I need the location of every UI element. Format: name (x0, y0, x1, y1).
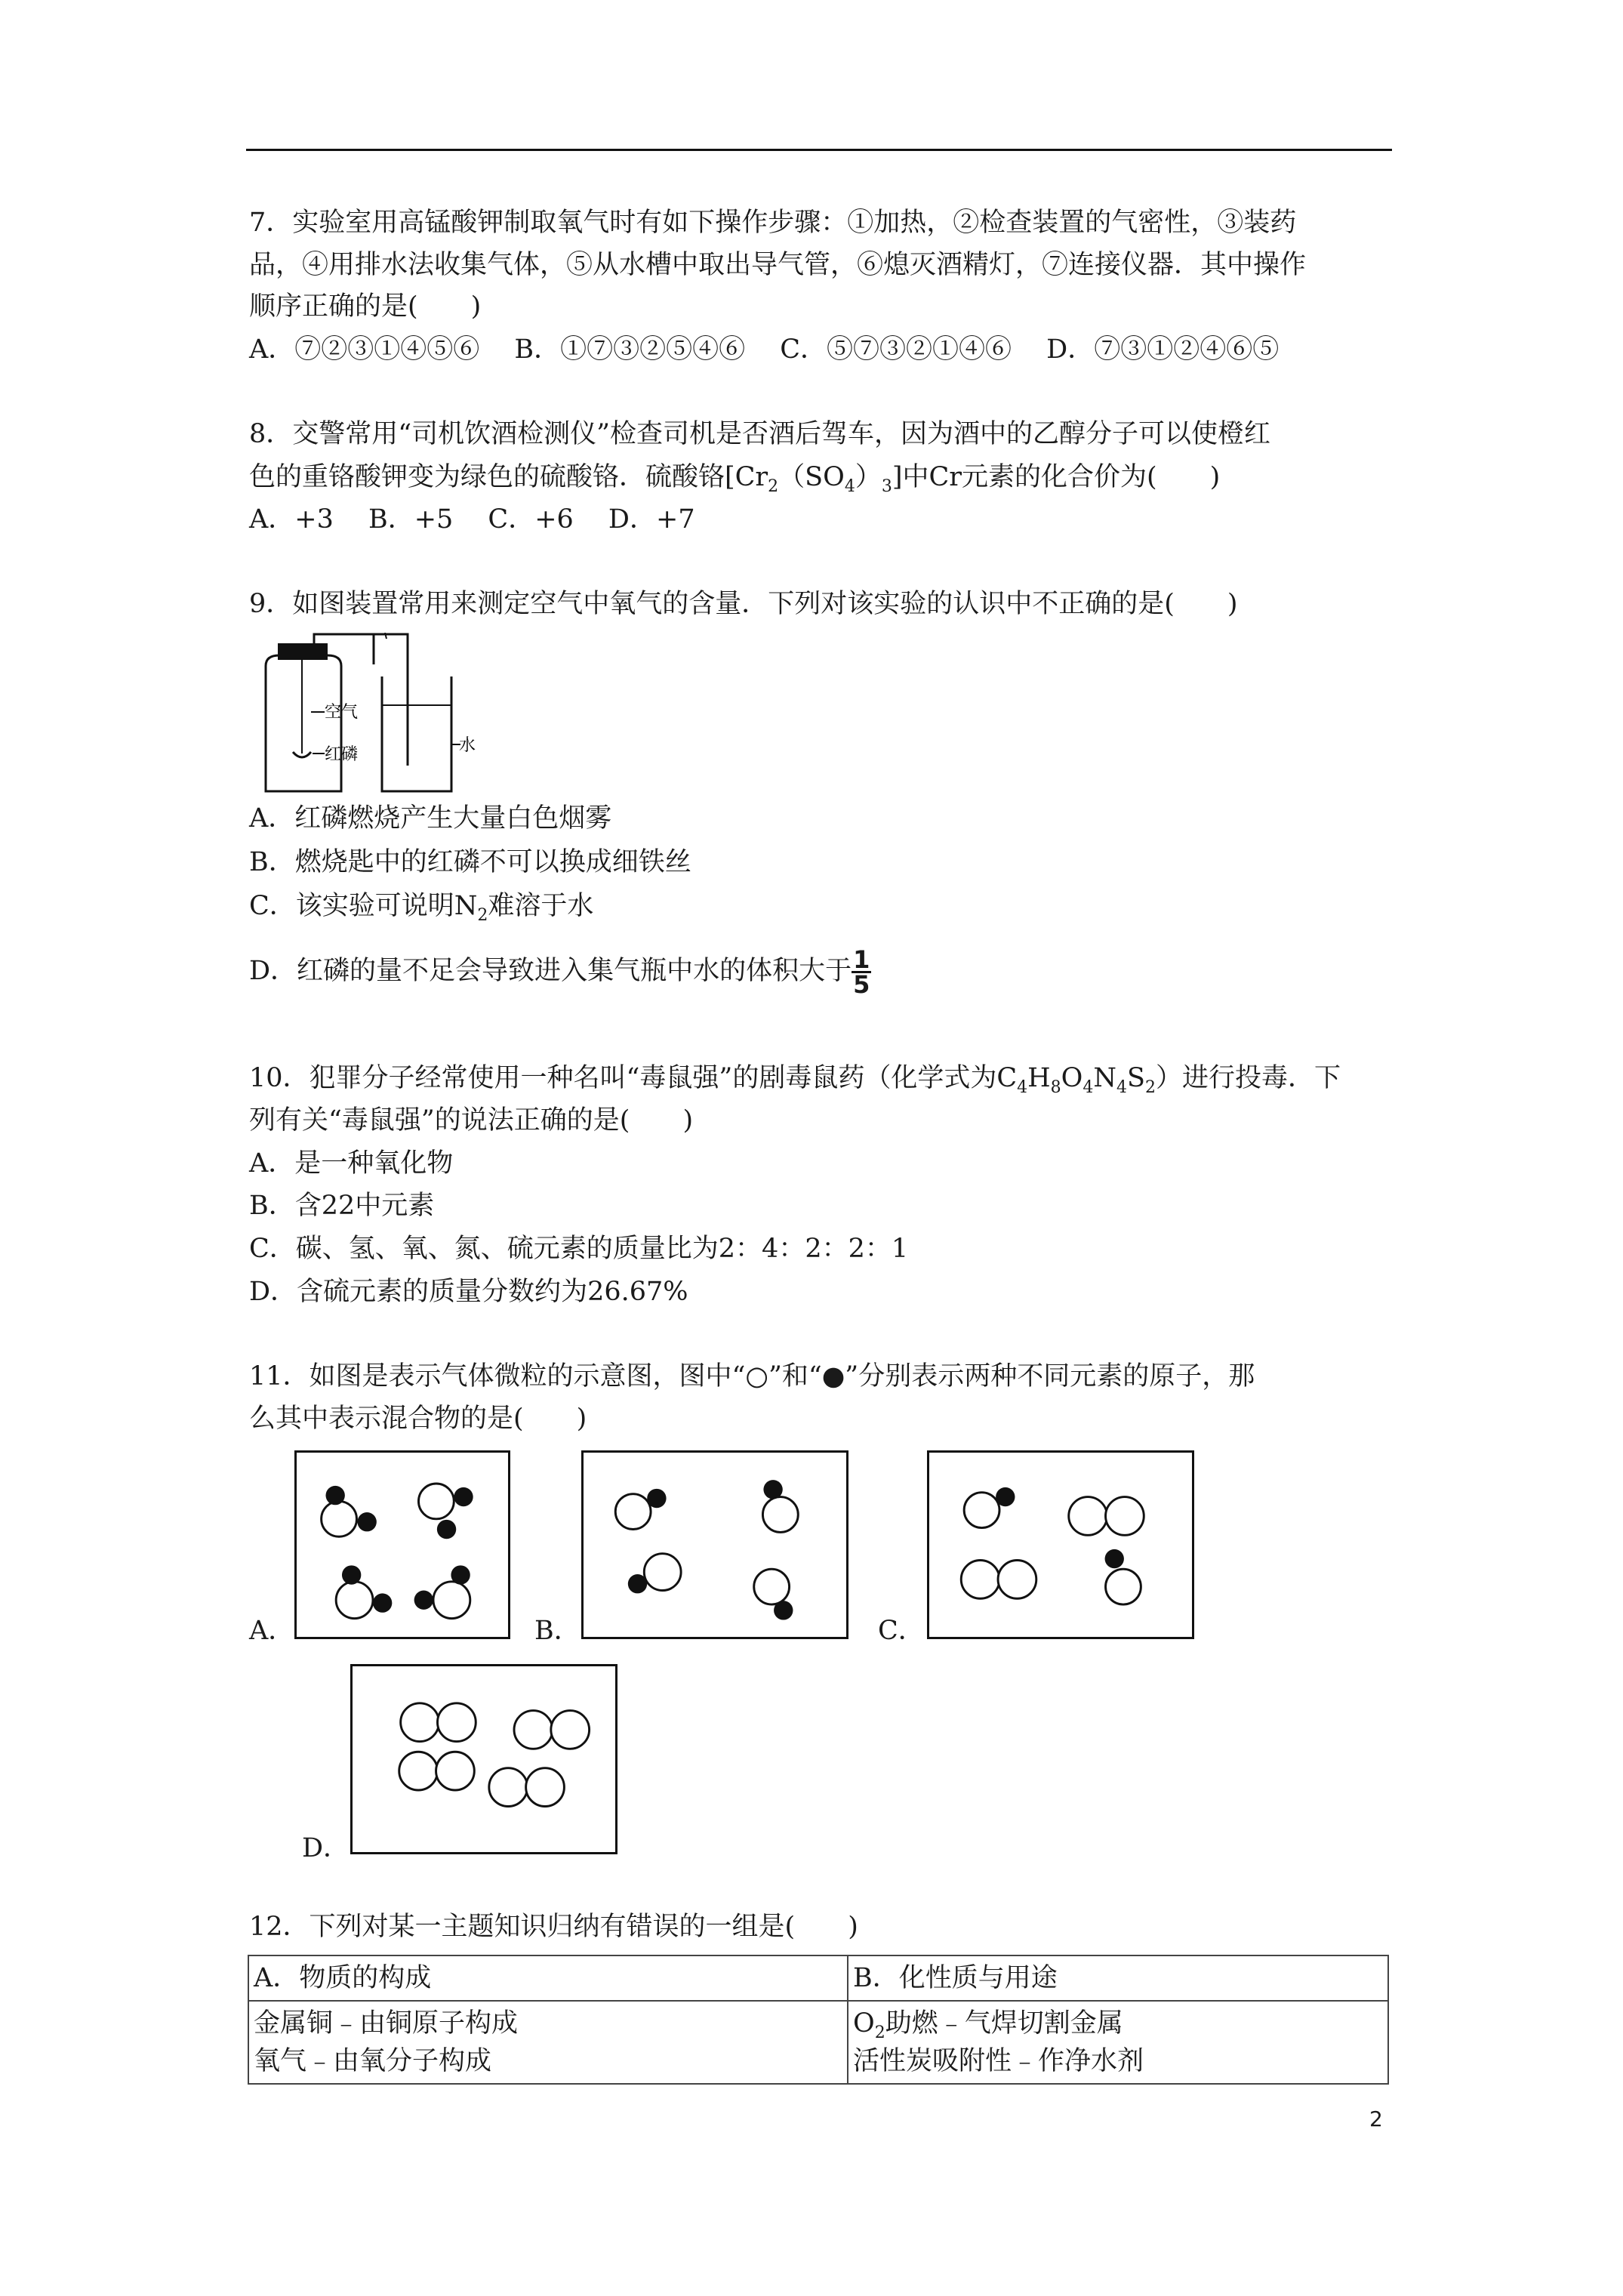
fig-label-phosphorus: 红磷 (325, 745, 359, 764)
q11-line-2: 么其中表示混合物的是( ) (249, 1404, 587, 1434)
table-row (248, 1955, 1388, 2001)
oxygen-apparatus-figure (249, 633, 476, 793)
fig-label-water: 水 (459, 736, 476, 755)
q9-option-b: B．燃烧匙中的红磷不可以换成细铁丝 (249, 847, 691, 877)
table-right-line-2: 活性炭吸附性﹣作净水剂 (853, 2046, 1144, 2076)
q8-line-2-b: （SO (778, 462, 845, 492)
q10-f3: 4 (1083, 1078, 1094, 1097)
q11-box-a (294, 1450, 510, 1639)
q10-line-1 (249, 1063, 1341, 1097)
q10-fo: O (1061, 1063, 1083, 1093)
q8-line-2-d: ]中Cr元素的化合价为( ) (892, 462, 1221, 492)
q8-line-1: 8．交警常用“司机饮酒检测仪”检查司机是否酒后驾车，因为酒中的乙醇分子可以使橙红 (249, 419, 1271, 449)
q10-option-a: A．是一种氧化物 (249, 1148, 454, 1179)
q9-option-c-a: C．该实验可说明N (249, 891, 478, 921)
header-rule (246, 149, 1392, 151)
q10-option-c: C．碳、氢、氧、氮、硫元素的质量比为2：4：2：2：1 (249, 1234, 909, 1264)
q8-sub-2: 4 (844, 477, 855, 496)
fig-label-air: 空气 (325, 703, 359, 722)
q11-line-1: 11．如图是表示气体微粒的示意图，图中“○”和“●”分别表示两种不同元素的原子，那 (249, 1361, 1255, 1391)
table-cell-left (248, 2001, 848, 2084)
table-head-left: A．物质的构成 (248, 1955, 848, 2001)
fraction-denominator: 5 (853, 970, 870, 999)
q10-fs: S (1126, 1063, 1145, 1093)
q12-knowledge-table (248, 1955, 1389, 2085)
q10-line-1-b: ）进行投毒．下 (1155, 1063, 1341, 1093)
q7-line-3: 顺序正确的是( ) (249, 291, 482, 322)
q7-line-1: 7．实验室用高锰酸钾制取氧气时有如下操作步骤：①加热，②检查装置的气密性，③装药 (249, 208, 1297, 238)
q11-box-d (350, 1664, 617, 1854)
q11-label-b: B． (534, 1616, 581, 1646)
q7-options: A．⑦②③①④⑤⑥ B．①⑦③②⑤④⑥ C．⑤⑦③②①④⑥ D．⑦③①②④⑥⑤ (249, 334, 1280, 365)
q7-line-2: 品，④用排水法收集气体，⑤从水槽中取出导气管，⑥熄灭酒精灯，⑦连接仪器．其中操作 (249, 250, 1307, 280)
q8-options: A．+3 B．+5 C．+6 D．+7 (249, 504, 695, 535)
q10-f5: 2 (1144, 1078, 1156, 1097)
fraction-numerator: 1 (853, 945, 870, 974)
table-right-1-sub: 2 (874, 2023, 885, 2042)
q10-fh: H (1027, 1063, 1051, 1093)
q8-sub-1: 2 (768, 477, 779, 496)
q8-line-2-c: ） (855, 462, 882, 492)
q11-label-d: D． (302, 1833, 350, 1863)
table-right-line-1 (853, 2005, 1383, 2042)
table-right-1-b: 助燃﹣气焊切割金属 (885, 2008, 1123, 2039)
q10-option-d: D．含硫元素的质量分数约为26.67% (249, 1277, 688, 1307)
q10-line-1-a: 10．犯罪分子经常使用一种名叫“毒鼠强”的剧毒鼠药（化学式为C (249, 1063, 1018, 1093)
q9-option-a: A．红磷燃烧产生大量白色烟雾 (249, 803, 612, 834)
table-cell-right (848, 2001, 1388, 2084)
q11-label-c: C． (878, 1616, 925, 1646)
q11-box-b (581, 1450, 848, 1639)
q9-option-c (249, 891, 594, 925)
fraction-one-fifth (852, 945, 871, 999)
q10-f1: 4 (1017, 1078, 1028, 1097)
table-left-line-2: 氧气﹣由氧分子构成 (254, 2046, 492, 2076)
q10-f2: 8 (1050, 1078, 1061, 1097)
page-number: 2 (1369, 2106, 1383, 2131)
table-left-line-1: 金属铜﹣由铜原子构成 (254, 2008, 519, 2039)
q9-option-d (249, 945, 871, 999)
q9-option-c-sub: 2 (477, 906, 488, 925)
q10-f4: 4 (1116, 1078, 1127, 1097)
q9-stem: 9．如图装置常用来测定空气中氧气的含量．下列对该实验的认识中不正确的是( ) (249, 589, 1238, 619)
table-row (248, 2001, 1388, 2084)
q11-label-a: A． (249, 1616, 295, 1646)
q9-option-d-text: D．红磷的量不足会导致进入集气瓶中水的体积大于 (249, 956, 852, 986)
q10-option-b: B．含22中元素 (249, 1191, 435, 1221)
q10-fn: N (1093, 1063, 1116, 1093)
q12-stem: 12．下列对某一主题知识归纳有错误的一组是( ) (249, 1912, 858, 1942)
table-head-right: B．化性质与用途 (848, 1955, 1388, 2001)
q8-line-2 (249, 462, 1221, 496)
q9-option-c-b: 难溶于水 (488, 891, 594, 921)
q8-line-2-a: 色的重铬酸钾变为绿色的硫酸铬．硫酸铬[Cr (249, 462, 768, 492)
q8-sub-3: 3 (881, 477, 892, 496)
q11-box-c (927, 1450, 1194, 1639)
table-right-1-a: O (853, 2008, 875, 2039)
q10-line-2: 列有关“毒鼠强”的说法正确的是( ) (249, 1105, 694, 1136)
